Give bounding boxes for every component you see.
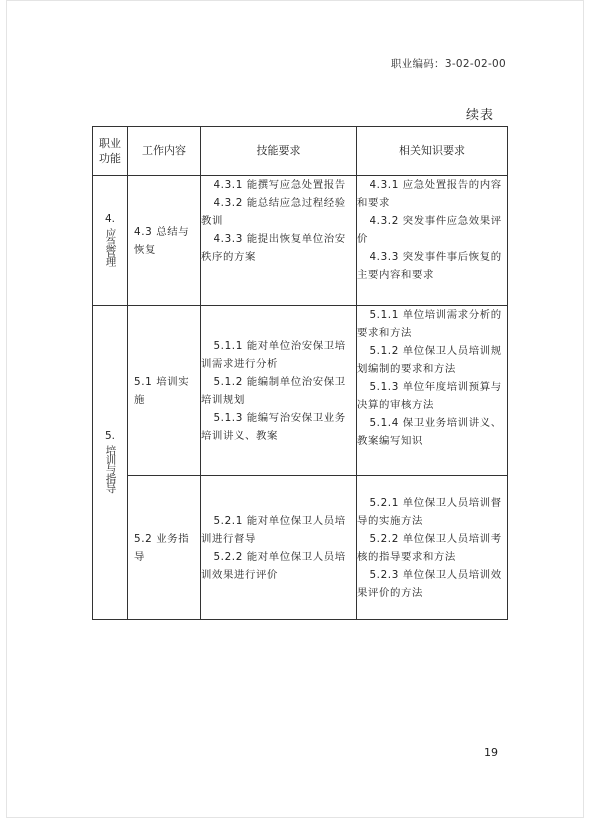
table-row [93,476,508,620]
function-number: 5. [104,429,116,442]
header-content: 工作内容 [128,127,201,176]
skills-cell [201,476,357,620]
knowledge-item: 4.3.2 突发事件应急效果评价 [357,215,502,245]
knowledge-item: 5.1.4 保卫业务培训讲义、教案编写知识 [357,417,502,447]
table-row [93,306,508,476]
knowledge-cell [357,176,508,306]
header-function: 职业 功能 [93,127,128,176]
knowledge-item: 5.1.1 单位培训需求分析的要求和方法 [357,309,502,339]
function-number: 4. [104,212,116,225]
knowledge-item: 5.2.3 单位保卫人员培训效果评价的方法 [357,568,502,599]
skill-item: 5.2.2 能对单位保卫人员培训效果进行评价 [201,550,346,581]
requirements-table [92,126,508,620]
knowledge-item: 5.1.2 单位保卫人员培训规划编制的要求和方法 [357,345,502,375]
work-content-cell: 5.1 培训实施 [128,306,201,476]
header-knowledge: 相关知识要求 [357,127,508,176]
knowledge-item: 5.2.2 单位保卫人员培训考核的指导要求和方法 [357,532,502,563]
function-cell [93,176,128,306]
knowledge-item: 4.3.3 突发事件事后恢复的主要内容和要求 [357,251,502,281]
skill-item: 5.1.3 能编写治安保卫业务培训讲义、教案 [201,411,346,442]
header-skills: 技能要求 [201,127,357,176]
knowledge-cell [357,476,508,620]
skills-cell [201,176,357,306]
skill-item: 5.1.1 能对单位治安保卫培训需求进行分析 [201,339,346,370]
knowledge-item: 4.3.1 应急处置报告的内容和要求 [357,179,502,209]
table-row [93,176,508,306]
knowledge-item: 5.2.1 单位保卫人员培训督导的实施方法 [357,496,502,527]
skill-item: 4.3.3 能提出恢复单位治安秩序的方案 [201,233,346,263]
skill-item: 4.3.2 能总结应急过程经验教训 [201,197,346,227]
function-name: 应急管理 [104,227,117,266]
skill-item: 4.3.1 能撰写应急处置报告 [213,179,346,191]
skill-item: 5.1.2 能编制单位治安保卫培训规划 [201,375,346,406]
occupation-code: 职业编码：3-02-02-00 [390,58,506,70]
work-content-cell: 4.3 总结与恢复 [128,176,201,306]
function-cell [93,306,128,620]
page-number: 19 [484,746,498,759]
table-header-row [93,127,508,176]
knowledge-cell [357,306,508,476]
work-content-cell: 5.2 业务指导 [128,476,201,620]
skill-item: 5.2.1 能对单位保卫人员培训进行督导 [201,514,346,545]
function-name: 培训与指导 [104,444,117,493]
knowledge-item: 5.1.3 单位年度培训预算与决算的审核方法 [357,381,502,411]
skills-cell [201,306,357,476]
continued-label: 续表 [465,108,494,123]
